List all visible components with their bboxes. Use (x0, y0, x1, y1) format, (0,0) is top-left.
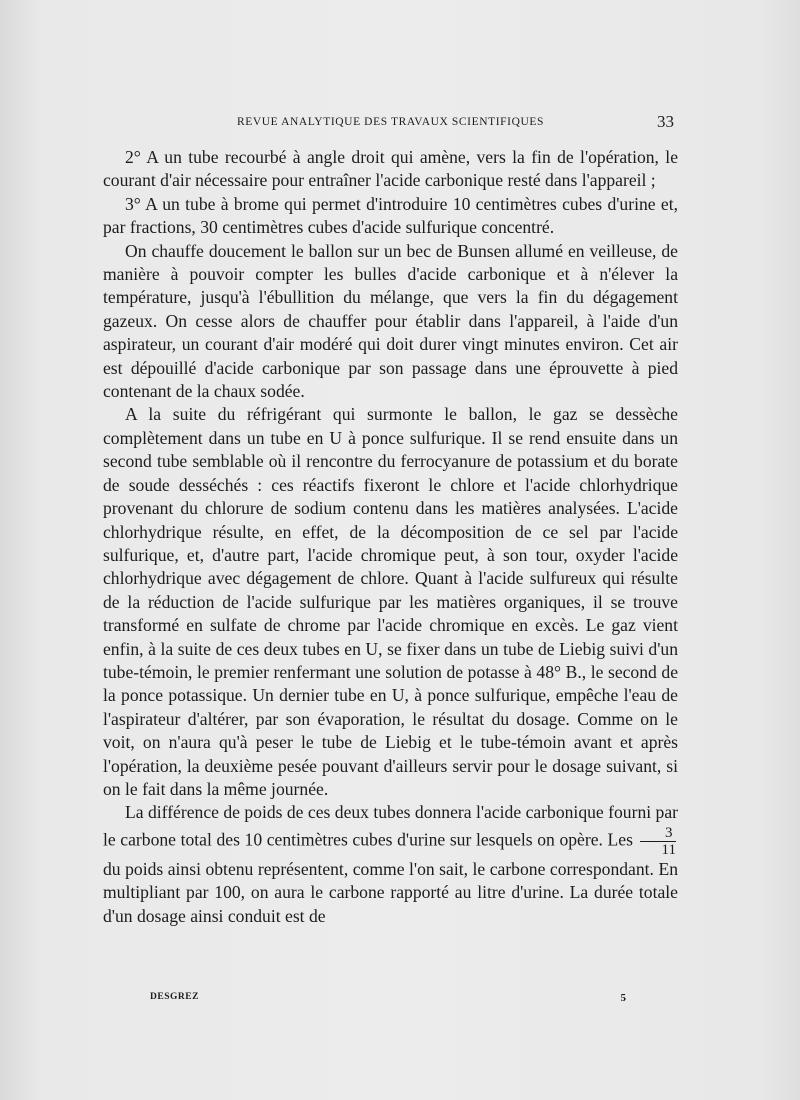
paragraph (103, 801, 678, 928)
paragraph: 2° A un tube recourbé à angle droit qui amène, vers la fin de l'opération, le courant d'air nécessaire pour entraîner l'acide carbonique resté dans l'appareil ; (103, 147, 678, 191)
fraction-numerator: 3 (640, 825, 676, 842)
printer-signature: DESGREZ (150, 992, 199, 1002)
fraction-denominator: 11 (661, 841, 676, 858)
page-number: 33 (657, 112, 674, 131)
paragraph: A la suite du réfrigérant qui surmonte le ballon, le gaz se dessèche complètement dans un tube en U à ponce sulfurique. Il se rend ensuite dans un second tube semblable où il rencontre du ferrocyanure de potassium et du borate de soude desséchés : ces réactifs fixeront le chlore et l'acide chlorhydrique provenant du chlorure de sodium contenu dans les matières analysées. L'acide chlorhydrique résulte, en effet, de la décomposition de ce sel par l'acide sulfurique, et, d'autre part, l'acide chromique peut, à son tour, oxyder l'acide chlorhydrique avec dégagement de chlore. Quant à l'acide sulfureux qui résulte de la réduction de l'acide sulfurique par les matières organiques, il se trouve transformé en sulfate de chrome par l'acide chromique en excès. Le gaz vient enfin, à la suite de ces deux tubes en U, se fixer dans un tube de Liebig suivi d'un tube-témoin, le premier renfermant une solution de potasse à 48° B., le second de la ponce potassique. Un dernier tube en U, à ponce sulfurique, empêche l'eau de l'aspirateur d'altérer, par son évaporation, le résultat du dosage. Comme on le voit, on n'aura qu'à peser le tube de Liebig et le tube-témoin avant et après l'opération, la deuxième pesée pouvant d'ailleurs servir pour le dosage suivant, si on le fait dans la même journée. (103, 404, 678, 799)
page-footer (103, 992, 678, 1008)
page-header (103, 112, 678, 136)
body-text (103, 146, 678, 928)
paragraph-text: du poids ainsi obtenu représentent, comme l'on sait, le carbone correspondant. En multipliant par 100, on aura le carbone rapporté au litre d'urine. La durée totale d'un dosage ainsi conduit est de (103, 858, 678, 926)
paragraph: On chauffe doucement le ballon sur un bec de Bunsen allumé en veilleuse, de manière à pouvoir compter les bulles d'acide carbonique et à n'élever la température, jusqu'à l'ébullition du mélange, que vers la fin du dégagement gazeux. On cesse alors de chauffer pour établir dans l'appareil, à l'aide d'un aspirateur, un courant d'air modéré qui doit durer vingt minutes environ. Cet air est dépouillé d'acide carbonique par son passage dans une éprouvette à pied contenant de la chaux sodée. (103, 240, 678, 402)
paragraph: 3° A un tube à brome qui permet d'introduire 10 centimètres cubes d'urine et, par fractions, 30 centimètres cubes d'acide sulfurique concentré. (103, 193, 678, 238)
paragraph-text: La différence de poids de ces deux tubes donnera l'acide carbonique fourni par le carbone total des 10 centimètres cubes d'urine sur lesquels on opère. Les (103, 802, 678, 850)
fraction (640, 825, 676, 858)
signature-number: 5 (620, 992, 626, 1004)
running-title: REVUE ANALYTIQUE DES TRAVAUX SCIENTIFIQUES (236, 116, 545, 128)
